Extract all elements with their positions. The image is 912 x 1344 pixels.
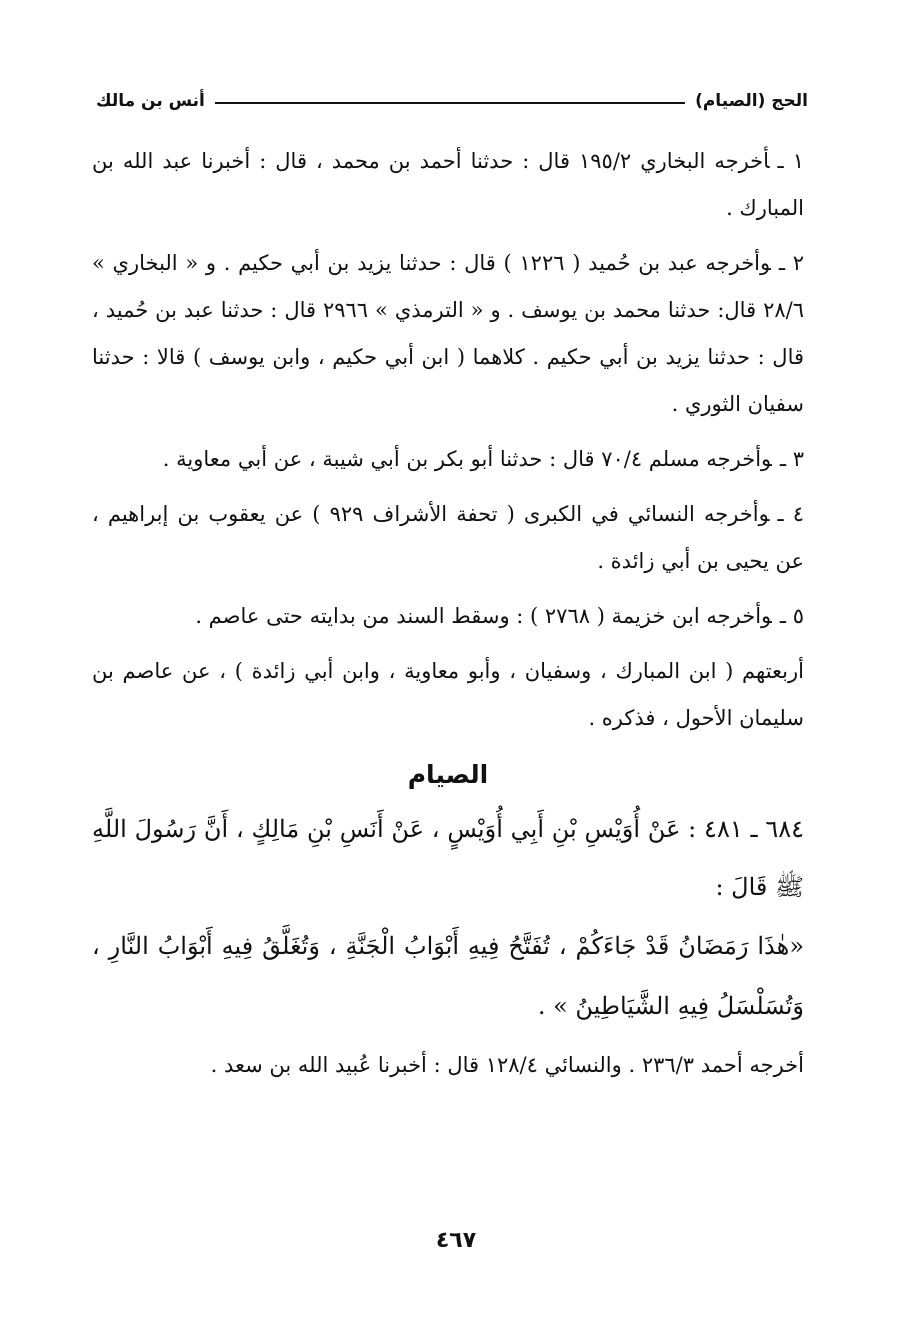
footnote-2 [92, 240, 804, 428]
running-header [96, 86, 808, 116]
footnote-5 [92, 593, 804, 640]
header-narrator-name: أنس بن مالك [96, 91, 205, 111]
hadith-chain: ٦٨٤ ـ ٤٨١ : عَنْ أُوَيْسِ بْنِ أَبِي أُوَيْسٍ ، عَنْ أَنَسِ بْنِ مَالِكٍ ، أَنَّ رَسُولَ اللَّهِ ﷺ قَالَ : [92, 815, 804, 901]
footnote-number: ٣ ـ [779, 447, 804, 471]
chain-summary: أربعتهم ( ابن المبارك ، وسفيان ، وأبو معاوية ، وابن أبي زائدة ) ، عن عاصم بن سليمان الأحول ، فذكره . [92, 659, 804, 730]
hadith-source: أخرجه أحمد ٢٣٦/٣ . والنسائي ١٢٨/٤ قال : أخبرنا عُبيد الله بن سعد . [210, 1053, 804, 1077]
footnote-text: وأخرجه مسلم ٧٠/٤ قال : حدثنا أبو بكر بن أبي شيبة ، عن أبي معاوية . [162, 447, 772, 471]
footnote-number: ٥ ـ [779, 604, 804, 628]
hadith-text: «هٰذَا رَمَضَانُ قَدْ جَاءَكُمْ ، تُفَتَّحُ فِيهِ أَبْوَابُ الْجَنَّةِ ، وَتُغَلَّقُ فِيهِ أَبْوَابُ النَّارِ ، وَتُسَلْسَلُ فِيهِ الشَّيَاطِينُ » . [92, 932, 804, 1020]
footnote-text: وأخرجه النسائي في الكبرى ( تحفة الأشراف ٩٢٩ ) عن يعقوب بن إبراهيم ، عن يحيى بن أبي زائدة . [92, 502, 804, 573]
header-chapter-title: الحج (الصيام) [695, 91, 808, 111]
header-rule [215, 102, 685, 104]
section-heading: الصيام [407, 760, 489, 789]
footnote-1 [92, 138, 804, 232]
footnote-text: وأخرجه عبد بن حُميد ( ١٢٢٦ ) قال : حدثنا يزيد بن أبي حكيم . و « البخاري » ٢٨/٦ قال: حدثنا محمد بن يوسف . و « الترمذي » ٢٩٦٦ قال : حدثنا عبد بن حُميد ، قال : حدثنا يزيد بن أبي حكيم . كلاهما ( ابن أبي حكيم ، وابن يوسف ) قالا : حدثنا سفيان الثوري . [92, 251, 804, 416]
footnote-4 [92, 491, 804, 585]
footnote-text: أخرجه البخاري ١٩٥/٢ قال : حدثنا أحمد بن محمد ، قال : أخبرنا عبد الله بن المبارك . [92, 149, 804, 220]
footnote-number: ٢ ـ [778, 251, 805, 275]
footnote-3 [92, 436, 804, 483]
footnote-number: ١ ـ [777, 149, 804, 173]
footnote-number: ٤ ـ [777, 502, 805, 526]
footnote-text: وأخرجه ابن خزيمة ( ٢٧٦٨ ) : وسقط السند من بدايته حتى عاصم . [195, 604, 772, 628]
page-number: ٤٦٧ [435, 1228, 477, 1253]
page-body [92, 138, 804, 1089]
